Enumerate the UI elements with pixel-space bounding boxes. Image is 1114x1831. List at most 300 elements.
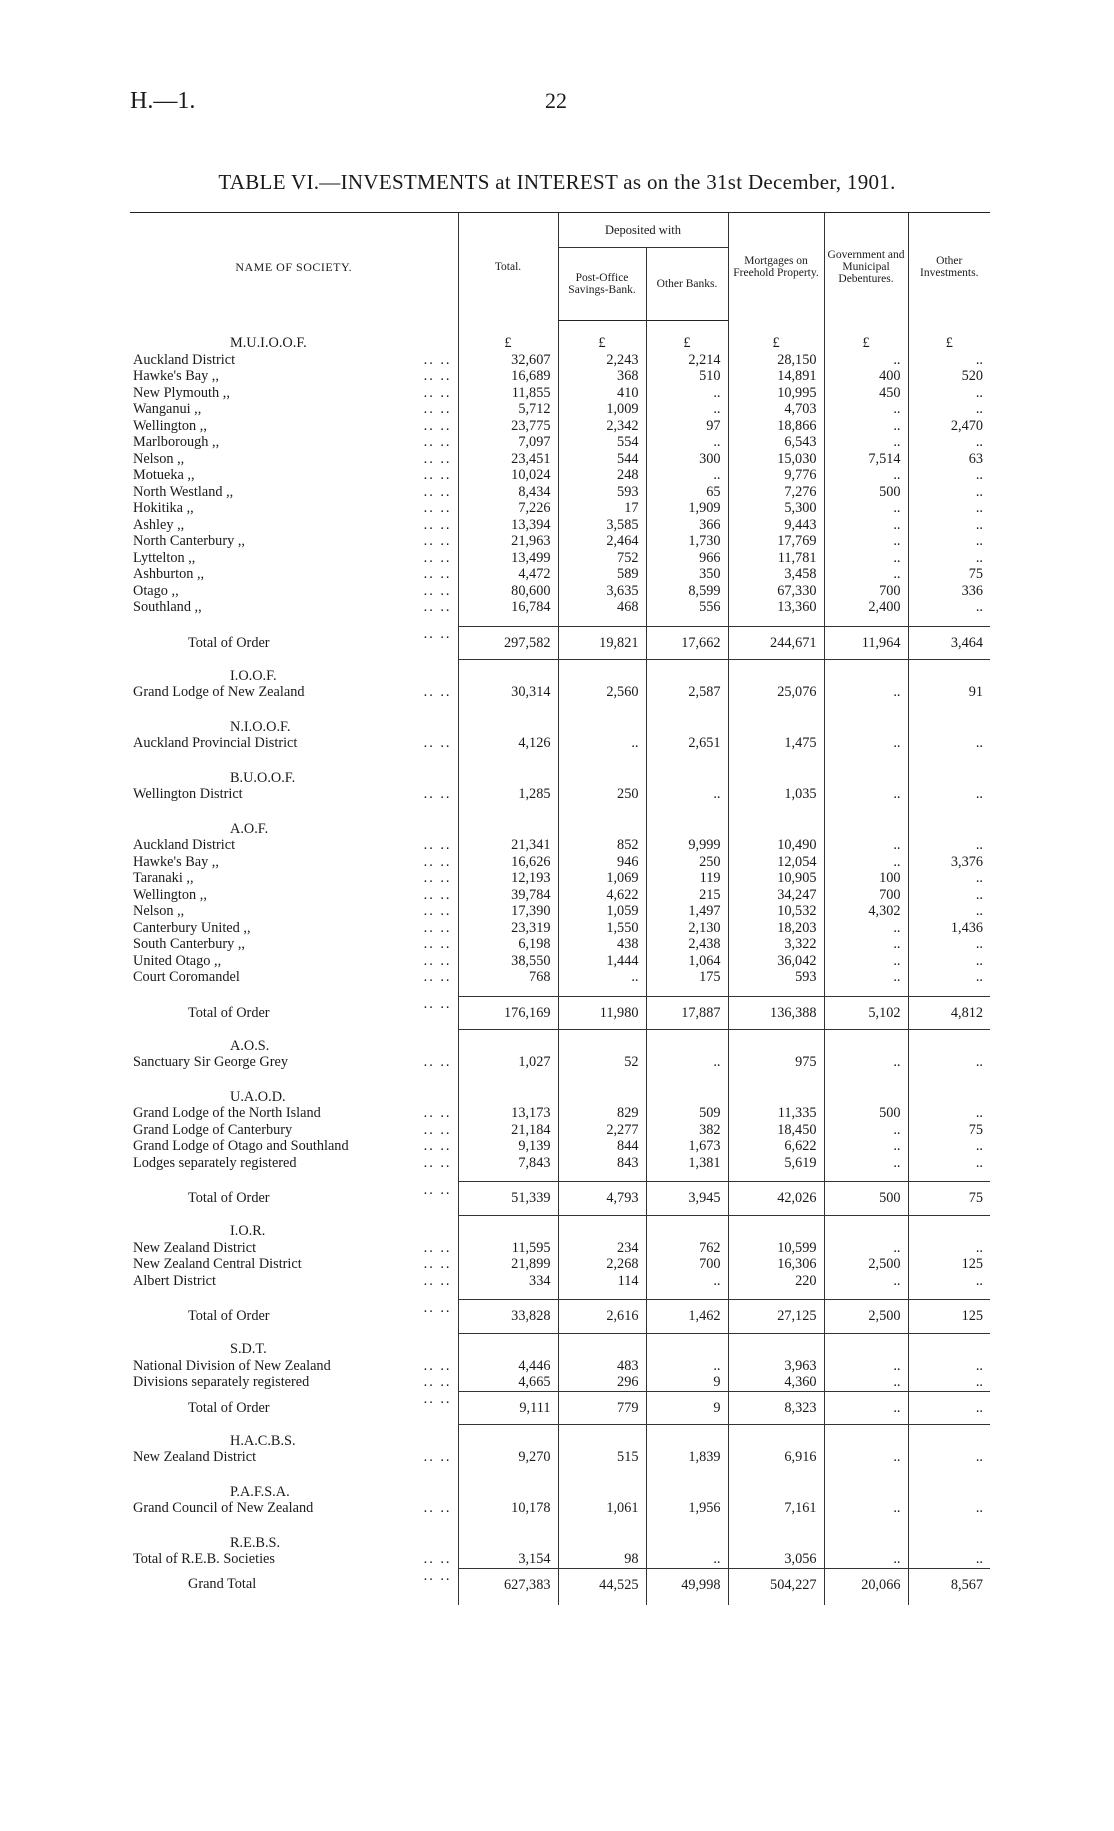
total-cell: 12,193: [458, 870, 558, 887]
society-name: [130, 969, 458, 996]
post-office-cell: [558, 660, 646, 685]
table-row: [130, 385, 990, 402]
other-banks-cell: 509: [646, 1105, 728, 1122]
society-group-heading: [130, 1425, 990, 1450]
total-cell: [458, 660, 558, 685]
other-investments-cell: [908, 813, 990, 838]
government-cell: [824, 762, 908, 787]
other-investments-cell: ..: [908, 1273, 990, 1300]
table-row: [130, 550, 990, 567]
other-investments-cell: 75: [908, 1182, 990, 1216]
society-name-label: Divisions separately registered: [133, 1374, 310, 1391]
dot-leader: .. ..: [423, 1256, 452, 1272]
post-office-cell: [558, 1081, 646, 1106]
society-name: [130, 1391, 458, 1425]
society-name: [130, 352, 458, 369]
other-banks-cell: 1,064: [646, 953, 728, 970]
post-office-cell: 483: [558, 1358, 646, 1375]
society-group-heading: [130, 1527, 990, 1552]
society-name-label: Southland ,,: [133, 599, 202, 616]
other-investments-cell: 91: [908, 684, 990, 711]
total-cell: [458, 1425, 558, 1450]
other-banks-cell: 2,651: [646, 735, 728, 762]
table-row: [130, 786, 990, 813]
society-name-label: Nelson ,,: [133, 450, 185, 467]
other-banks-cell: 350: [646, 566, 728, 583]
society-name: [130, 1374, 458, 1391]
society-group-heading: [130, 1476, 990, 1501]
dot-leader: .. ..: [423, 870, 452, 886]
total-cell: 9,139: [458, 1138, 558, 1155]
mortgages-cell: 27,125: [728, 1300, 824, 1334]
other-investments-cell: ..: [908, 1358, 990, 1375]
table-row: [130, 1273, 990, 1300]
government-cell: ..: [824, 953, 908, 970]
other-banks-cell: 700: [646, 1256, 728, 1273]
mortgages-cell: [728, 1476, 824, 1501]
post-office-cell: 1,069: [558, 870, 646, 887]
column-header-name: NAME OF SOCIETY.: [130, 213, 458, 321]
table-row: [130, 1138, 990, 1155]
total-cell: 1,027: [458, 1054, 558, 1081]
other-banks-cell: 1,839: [646, 1449, 728, 1476]
total-cell: 8,434: [458, 484, 558, 501]
other-investments-cell: ..: [908, 385, 990, 402]
table-row: [130, 684, 990, 711]
society-name-label: N.I.O.O.F.: [230, 718, 291, 735]
post-office-cell: [558, 1215, 646, 1240]
total-cell: 13,394: [458, 517, 558, 534]
dot-leader: .. ..: [423, 1449, 452, 1465]
total-cell: 4,665: [458, 1374, 558, 1391]
mortgages-cell: [728, 1333, 824, 1358]
table-row: [130, 533, 990, 550]
society-name: [130, 996, 458, 1030]
other-investments-cell: 4,812: [908, 996, 990, 1030]
other-banks-cell: 762: [646, 1240, 728, 1257]
society-name-label: North Canterbury ,,: [133, 533, 245, 549]
society-name-label: South Canterbury ,,: [133, 936, 245, 952]
other-investments-cell: [908, 1527, 990, 1552]
dot-leader: .. ..: [423, 1500, 452, 1516]
other-investments-cell: 520: [908, 368, 990, 385]
government-cell: ..: [824, 969, 908, 996]
total-cell: 768: [458, 969, 558, 996]
mortgages-cell: [728, 813, 824, 838]
dot-leader: .. ..: [423, 417, 452, 434]
society-group-heading: [130, 813, 990, 838]
government-cell: ..: [824, 936, 908, 953]
mortgages-cell: 10,490: [728, 837, 824, 854]
dot-leader: .. ..: [423, 1138, 452, 1154]
total-cell: [458, 1333, 558, 1358]
mortgages-cell: 220: [728, 1273, 824, 1300]
society-name: [130, 870, 458, 887]
dot-leader: .. ..: [423, 1181, 452, 1198]
society-name: [130, 887, 458, 904]
society-name: [130, 735, 458, 762]
mortgages-cell: 4,703: [728, 401, 824, 418]
other-investments-cell: ..: [908, 936, 990, 953]
other-investments-cell: [908, 1215, 990, 1240]
government-cell: 450: [824, 385, 908, 402]
mortgages-cell: 7,161: [728, 1500, 824, 1527]
society-name: [130, 1030, 458, 1055]
society-name-label: S.D.T.: [230, 1341, 267, 1357]
mortgages-cell: 1,035: [728, 786, 824, 813]
other-banks-cell: 1,956: [646, 1500, 728, 1527]
society-name-label: M.U.I.O.O.F.: [230, 334, 307, 351]
grand-total-row: [130, 1568, 990, 1605]
other-investments-cell: ..: [908, 1155, 990, 1182]
other-banks-cell: 9: [646, 1374, 728, 1391]
total-cell: 16,626: [458, 854, 558, 871]
other-banks-cell: 556: [646, 599, 728, 626]
mortgages-cell: 504,227: [728, 1568, 824, 1605]
table-row: [130, 837, 990, 854]
dot-leader: .. ..: [423, 936, 452, 952]
total-cell: 16,784: [458, 599, 558, 626]
table-row: [130, 368, 990, 385]
mortgages-cell: 11,335: [728, 1105, 824, 1122]
post-office-cell: 593: [558, 484, 646, 501]
post-office-cell: ..: [558, 969, 646, 996]
total-cell: 51,339: [458, 1182, 558, 1216]
total-cell: 32,607: [458, 352, 558, 369]
society-name-label: Wellington ,,: [133, 886, 207, 903]
government-cell: ..: [824, 1273, 908, 1300]
column-header-government: Government and Municipal Debentures.: [824, 213, 908, 321]
society-name-label: H.A.C.B.S.: [230, 1432, 296, 1449]
mortgages-cell: 18,203: [728, 920, 824, 937]
society-name-label: Wanganui ,,: [133, 401, 202, 417]
society-name-label: Taranaki ,,: [133, 870, 194, 886]
post-office-cell: 2,342: [558, 418, 646, 435]
mortgages-cell: 10,995: [728, 385, 824, 402]
other-investments-cell: 1,436: [908, 920, 990, 937]
society-name-label: Canterbury United ,,: [133, 919, 251, 936]
other-investments-cell: [908, 762, 990, 787]
society-name: [130, 467, 458, 484]
government-cell: ..: [824, 684, 908, 711]
mortgages-cell: [728, 1081, 824, 1106]
society-name: [130, 1500, 458, 1527]
other-banks-cell: 65: [646, 484, 728, 501]
other-investments-cell: 3,376: [908, 854, 990, 871]
dot-leader: .. ..: [423, 903, 452, 919]
post-office-cell: 468: [558, 599, 646, 626]
post-office-cell: 752: [558, 550, 646, 567]
society-name: [130, 1358, 458, 1375]
dot-leader: .. ..: [423, 735, 452, 751]
column-header-deposited-with: Deposited with: [558, 213, 728, 248]
table-row: [130, 870, 990, 887]
post-office-cell: 844: [558, 1138, 646, 1155]
other-investments-cell: ..: [908, 500, 990, 517]
government-cell: [824, 660, 908, 685]
society-name-label: Hawke's Bay ,,: [133, 853, 219, 870]
society-name: [130, 385, 458, 402]
post-office-cell: 589: [558, 566, 646, 583]
mortgages-cell: [728, 1215, 824, 1240]
government-cell: 700: [824, 583, 908, 600]
society-name-label: A.O.S.: [230, 1037, 270, 1054]
total-cell: [458, 1081, 558, 1106]
other-investments-cell: [908, 1081, 990, 1106]
society-name: [130, 762, 458, 787]
government-cell: ..: [824, 1054, 908, 1081]
other-investments-cell: [908, 1030, 990, 1055]
mortgages-cell: 7,276: [728, 484, 824, 501]
society-name-label: New Plymouth ,,: [133, 384, 230, 401]
society-name-label: U.A.O.D.: [230, 1088, 286, 1105]
society-name-label: Total of Order: [188, 634, 270, 651]
mortgages-cell: 3,963: [728, 1358, 824, 1375]
other-banks-cell: ..: [646, 1358, 728, 1375]
dot-leader: .. ..: [423, 1374, 452, 1390]
post-office-cell: 4,622: [558, 887, 646, 904]
society-group-heading: [130, 711, 990, 736]
government-cell: [824, 1425, 908, 1450]
mortgages-cell: 11,781: [728, 550, 824, 567]
other-investments-cell: ..: [908, 1138, 990, 1155]
total-row: [130, 1391, 990, 1425]
mortgages-cell: 975: [728, 1054, 824, 1081]
government-cell: 100: [824, 870, 908, 887]
table-row: [130, 1122, 990, 1139]
other-investments-cell: ..: [908, 533, 990, 550]
society-group-heading: [130, 762, 990, 787]
government-cell: ..: [824, 467, 908, 484]
mortgages-cell: 13,360: [728, 599, 824, 626]
post-office-cell: [558, 1030, 646, 1055]
government-cell: 500: [824, 484, 908, 501]
other-banks-cell: [646, 1425, 728, 1450]
other-investments-cell: [908, 1425, 990, 1450]
other-investments-cell: [908, 1476, 990, 1501]
society-name-label: Auckland District: [133, 837, 236, 853]
society-name-label: A.O.F.: [230, 820, 269, 837]
mortgages-cell: 18,450: [728, 1122, 824, 1139]
dot-leader: .. ..: [423, 1154, 452, 1171]
total-cell: 13,173: [458, 1105, 558, 1122]
other-banks-cell: 9: [646, 1391, 728, 1425]
total-cell: £: [458, 321, 558, 352]
table-row: [130, 735, 990, 762]
society-name: [130, 920, 458, 937]
other-investments-cell: ..: [908, 1551, 990, 1568]
other-banks-cell: [646, 762, 728, 787]
other-investments-cell: [908, 1333, 990, 1358]
other-investments-cell: ..: [908, 434, 990, 451]
total-cell: 38,550: [458, 953, 558, 970]
table-row: [130, 1155, 990, 1182]
table-title: TABLE VI.—INVESTMENTS at INTEREST as on the 31st December, 1901.: [218, 170, 896, 194]
dot-leader: .. ..: [423, 1299, 452, 1316]
society-name: [130, 321, 458, 352]
post-office-cell: 98: [558, 1551, 646, 1568]
other-investments-cell: ..: [908, 1240, 990, 1257]
society-name: [130, 660, 458, 685]
other-investments-cell: ..: [908, 870, 990, 887]
society-name-label: Total of Order: [188, 1004, 270, 1021]
government-cell: 4,302: [824, 903, 908, 920]
mortgages-cell: [728, 1030, 824, 1055]
society-name: [130, 1527, 458, 1552]
other-banks-cell: ..: [646, 467, 728, 484]
other-investments-cell: ..: [908, 467, 990, 484]
dot-leader: .. ..: [423, 1239, 452, 1256]
society-name-label: Lyttelton ,,: [133, 549, 196, 566]
total-cell: 9,270: [458, 1449, 558, 1476]
government-cell: ..: [824, 1391, 908, 1425]
society-name-label: Nelson ,,: [133, 903, 185, 919]
other-banks-cell: ..: [646, 401, 728, 418]
other-banks-cell: [646, 1476, 728, 1501]
mortgages-cell: 3,458: [728, 566, 824, 583]
society-name-label: P.A.F.S.A.: [230, 1483, 290, 1500]
other-investments-cell: 125: [908, 1256, 990, 1273]
total-cell: 334: [458, 1273, 558, 1300]
mortgages-cell: 15,030: [728, 451, 824, 468]
mortgages-cell: 16,306: [728, 1256, 824, 1273]
table-row: [130, 953, 990, 970]
dot-leader: .. ..: [423, 853, 452, 870]
table-row: [130, 969, 990, 996]
total-cell: 7,097: [458, 434, 558, 451]
society-name-label: National Division of New Zealand: [133, 1357, 331, 1374]
other-banks-cell: 8,599: [646, 583, 728, 600]
total-cell: 39,784: [458, 887, 558, 904]
other-investments-cell: 336: [908, 583, 990, 600]
other-investments-cell: ..: [908, 903, 990, 920]
post-office-cell: 779: [558, 1391, 646, 1425]
other-banks-cell: [646, 660, 728, 685]
total-cell: 21,963: [458, 533, 558, 550]
table-row: [130, 854, 990, 871]
total-row: [130, 1182, 990, 1216]
society-name-label: Court Coromandel: [133, 969, 240, 986]
dot-leader: .. ..: [423, 566, 452, 582]
other-banks-cell: ..: [646, 786, 728, 813]
dot-leader: .. ..: [423, 1391, 452, 1407]
other-investments-cell: ..: [908, 1449, 990, 1476]
dot-leader: .. ..: [423, 1105, 452, 1121]
government-cell: ..: [824, 1358, 908, 1375]
total-cell: 176,169: [458, 996, 558, 1030]
other-investments-cell: ..: [908, 550, 990, 567]
total-cell: 4,446: [458, 1358, 558, 1375]
mortgages-cell: [728, 660, 824, 685]
other-investments-cell: ..: [908, 837, 990, 854]
total-cell: 13,499: [458, 550, 558, 567]
other-investments-cell: 63: [908, 451, 990, 468]
total-cell: [458, 1030, 558, 1055]
other-banks-cell: 966: [646, 550, 728, 567]
table-row: [130, 401, 990, 418]
other-banks-cell: [646, 711, 728, 736]
government-cell: 2,500: [824, 1256, 908, 1273]
society-name: [130, 854, 458, 871]
society-name: [130, 1054, 458, 1081]
government-cell: ..: [824, 1551, 908, 1568]
mortgages-cell: 28,150: [728, 352, 824, 369]
post-office-cell: 852: [558, 837, 646, 854]
mortgages-cell: 25,076: [728, 684, 824, 711]
society-name: [130, 953, 458, 970]
other-investments-cell: ..: [908, 517, 990, 534]
table-row: [130, 1374, 990, 1391]
other-investments-cell: ..: [908, 1500, 990, 1527]
society-group-heading: [130, 660, 990, 685]
government-cell: ..: [824, 786, 908, 813]
other-banks-cell: 1,497: [646, 903, 728, 920]
mortgages-cell: 5,619: [728, 1155, 824, 1182]
society-name: [130, 1300, 458, 1334]
government-cell: 5,102: [824, 996, 908, 1030]
other-banks-cell: 250: [646, 854, 728, 871]
other-banks-cell: 1,909: [646, 500, 728, 517]
society-name-label: New Zealand District: [133, 1449, 257, 1465]
other-banks-cell: 3,945: [646, 1182, 728, 1216]
government-cell: [824, 1527, 908, 1552]
total-cell: 21,184: [458, 1122, 558, 1139]
other-banks-cell: 215: [646, 887, 728, 904]
other-investments-cell: 75: [908, 566, 990, 583]
society-name: [130, 837, 458, 854]
post-office-cell: ..: [558, 735, 646, 762]
government-cell: ..: [824, 1449, 908, 1476]
other-banks-cell: 175: [646, 969, 728, 996]
society-name-label: United Otago ,,: [133, 952, 222, 969]
society-name-label: Albert District: [133, 1272, 216, 1289]
society-name: [130, 903, 458, 920]
post-office-cell: 2,268: [558, 1256, 646, 1273]
post-office-cell: 1,061: [558, 1500, 646, 1527]
mortgages-cell: 4,360: [728, 1374, 824, 1391]
post-office-cell: 44,525: [558, 1568, 646, 1605]
government-cell: [824, 813, 908, 838]
society-name: [130, 500, 458, 517]
society-name-label: Total of Order: [188, 1308, 270, 1324]
post-office-cell: 515: [558, 1449, 646, 1476]
post-office-cell: 4,793: [558, 1182, 646, 1216]
other-banks-cell: 49,998: [646, 1568, 728, 1605]
total-cell: 3,154: [458, 1551, 558, 1568]
table-row: [130, 1054, 990, 1081]
mortgages-cell: 14,891: [728, 368, 824, 385]
post-office-cell: 2,616: [558, 1300, 646, 1334]
table-row: [130, 936, 990, 953]
other-banks-cell: 300: [646, 451, 728, 468]
post-office-cell: 1,059: [558, 903, 646, 920]
government-cell: [824, 1333, 908, 1358]
table-row: [130, 1358, 990, 1375]
other-banks-cell: 119: [646, 870, 728, 887]
post-office-cell: [558, 1425, 646, 1450]
society-name: [130, 786, 458, 813]
dot-leader: .. ..: [423, 684, 452, 700]
society-name-label: R.E.B.S.: [230, 1534, 281, 1551]
government-cell: ..: [824, 1122, 908, 1139]
total-cell: 297,582: [458, 626, 558, 660]
other-banks-cell: [646, 1030, 728, 1055]
government-cell: 400: [824, 368, 908, 385]
society-name: [130, 1240, 458, 1257]
total-row: [130, 1300, 990, 1334]
society-name-label: Auckland District: [133, 351, 236, 368]
post-office-cell: 2,243: [558, 352, 646, 369]
